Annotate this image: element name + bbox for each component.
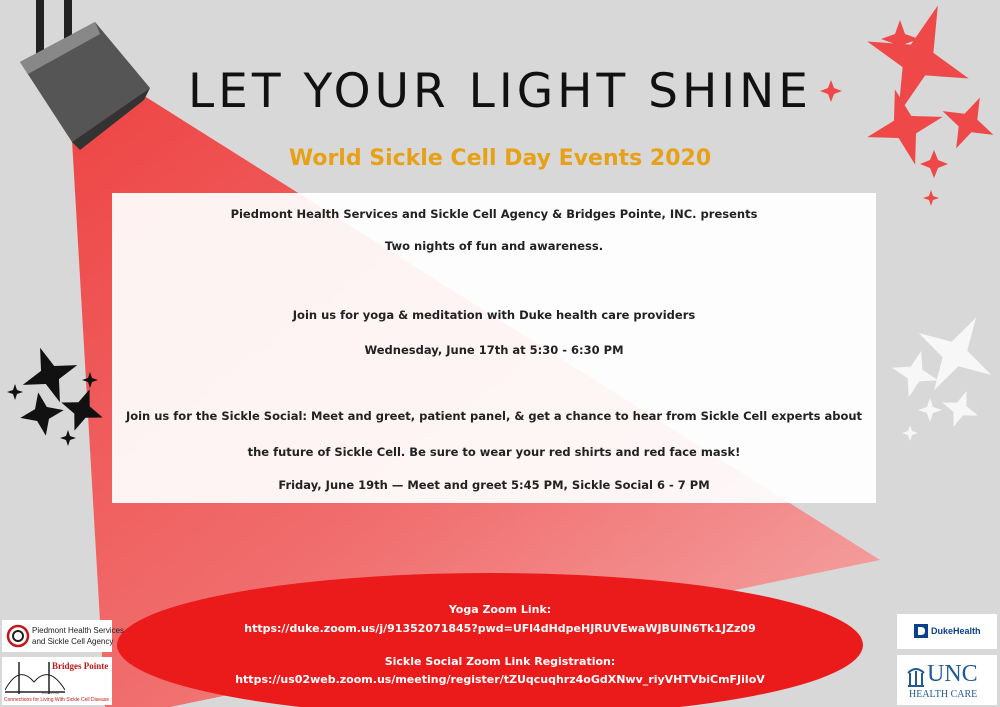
unc-health-care-logo: [897, 655, 997, 705]
yoga-date-text: Wednesday, June 17th at 5:30 - 6:30 PM: [364, 343, 624, 357]
social-date-text: Friday, June 19th — Meet and greet 5:45 PM, Sickle Social 6 - 7 PM: [278, 478, 710, 492]
unc-subname: HEALTH CARE: [909, 689, 978, 700]
piedmont-logo: [2, 620, 125, 652]
star-icon: [7, 384, 23, 400]
piedmont-name-line1: Piedmont Health Services: [32, 626, 125, 635]
star-icon: [936, 385, 985, 434]
star-icon: [898, 297, 1000, 412]
tagline-text: Two nights of fun and awareness.: [384, 239, 604, 253]
social-link-label: Sickle Social Zoom Link Registration:: [384, 655, 616, 668]
star-cluster-white: [886, 297, 1000, 441]
star-icon: [886, 345, 945, 404]
star-icon: [13, 338, 87, 412]
page-title: LET YOUR LIGHT SHINE: [187, 64, 812, 119]
social-invite-text-2: the future of Sickle Cell. Be sure to wear your red shirts and red face mask!: [247, 445, 741, 459]
bridges-pointe-logo: [2, 657, 112, 705]
piedmont-emblem-icon: [6, 624, 30, 648]
presenters-text: Piedmont Health Services and Sickle Cell Agency & Bridges Pointe, INC. presents: [230, 207, 758, 221]
unc-well-icon: [907, 665, 925, 687]
unc-name: UNC: [927, 661, 978, 687]
star-icon: [923, 190, 939, 206]
event-subtitle: World Sickle Cell Day Events 2020: [288, 146, 712, 171]
duke-shield-icon: [914, 624, 928, 638]
duke-health-logo: [897, 614, 997, 649]
bridges-established: Est. 1996: [42, 690, 59, 695]
star-icon: [17, 389, 68, 440]
yoga-zoom-link[interactable]: https://duke.zoom.us/j/91352071845?pwd=UFl4dHdpeHJRUVEwaWJBUlN6Tk1JZz09: [244, 622, 756, 635]
bridges-name: Bridges Pointe: [52, 661, 109, 671]
piedmont-name-line2: and Sickle Cell Agency: [32, 637, 114, 646]
duke-health-name: DukeHealth: [931, 626, 981, 636]
star-icon: [918, 398, 942, 422]
yoga-link-label: Yoga Zoom Link:: [448, 603, 552, 616]
bridges-tagline: Connections for Living With Sickle Cell Disease: [4, 697, 110, 703]
yoga-invite-text: Join us for yoga & meditation with Duke health care providers: [292, 308, 696, 322]
star-icon: [60, 430, 76, 446]
star-icon: [902, 425, 918, 441]
event-info-panel: [112, 193, 876, 503]
social-zoom-link[interactable]: https://us02web.zoom.us/meeting/register/tZUqcuqhrz4oGdXNwv_riyVHTVbiCmFJiloV: [235, 673, 765, 686]
social-invite-text-1: Join us for the Sickle Social: Meet and greet, patient panel, & get a chance to hear from Sickle Cell experts about: [125, 409, 863, 423]
